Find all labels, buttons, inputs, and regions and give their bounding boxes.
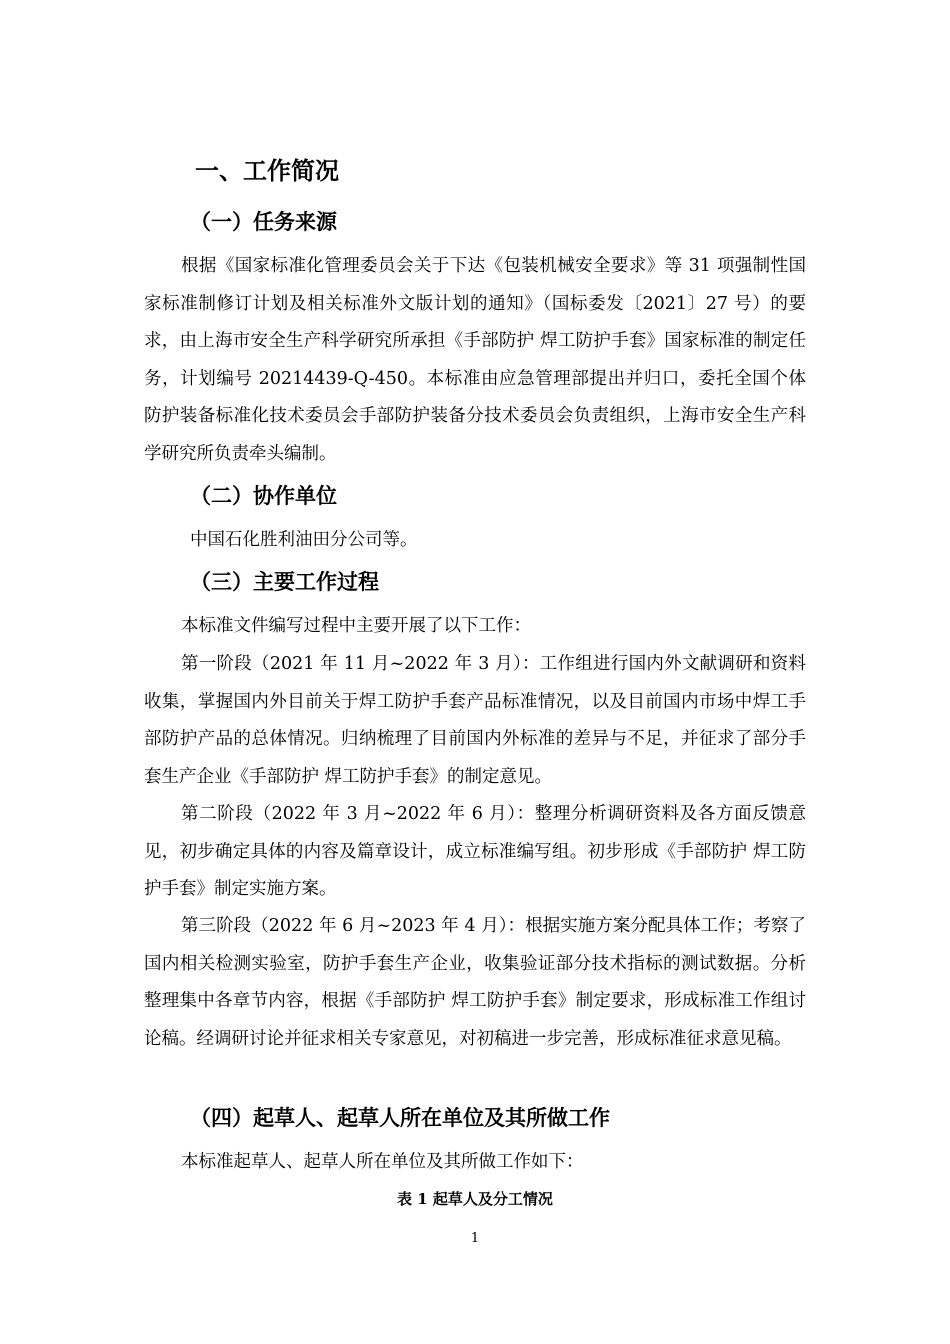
paragraph-task-source: 根据《国家标准化管理委员会关于下达《包装机械安全要求》等 31 项强制性国家标准制修订计划及相关标准外文版计划的通知》（国标委发〔2021〕27 号）的要求，由上海市安全生产科学研究所承担《手部防护 焊工防护手套》国家标准的制定任务，计划编号 20214439-Q-450。本标准由应急管理部提出并归口，委托全国个体防护装备标准化技术委员会手部防护装备分技术委员会负责组织，上海市安全生产科学研究所负责牵头编制。 [144,256,806,464]
subsection-title-work-process: （三）主要工作过程 [190,570,379,594]
paragraph-stage-3: 第三阶段（2022 年 6 月~2023 年 4 月）：根据实施方案分配具体工作；考察了国内相关检测实验室，防护手套生产企业，收集验证部分技术指标的测试数据。分析整理集中各章节内容，根据《手部防护 焊工防护手套》制定要求，形成标准工作组讨论稿。经调研讨论并征求相关专家意见，对初稿进一步完善，形成标准征求意见稿。 [144,916,806,1049]
section-heading-main: 一、工作简况 [195,157,339,185]
paragraph-cooperating-units: 中国石化胜利油田分公司等。 [190,530,418,550]
paragraph-work-process-intro: 本标准文件编写过程中主要开展了以下工作： [181,616,531,636]
paragraph-stage-2: 第二阶段（2022 年 3 月~2022 年 6 月）：整理分析调研资料及各方面反馈意见，初步确定具体的内容及篇章设计，成立标准编写组。初步形成《手部防护 焊工防护手套》制定实施方案。 [144,804,806,900]
paragraph-stage-1: 第一阶段（2021 年 11 月~2022 年 3 月）：工作组进行国内外文献调研和资料收集，掌握国内外目前关于焊工防护手套产品标准情况，以及目前国内市场中焊工手部防护产品的总体情况。归纳梳理了目前国内外标准的差异与不足，并征求了部分手套生产企业《手部防护 焊工防护手套》的制定意见。 [144,654,806,787]
subsection-title-cooperating-units: （二）协作单位 [190,484,337,508]
subsection-title-task-source: （一）任务来源 [190,210,337,234]
page-number: 1 [470,1231,480,1246]
paragraph-drafters-intro: 本标准起草人、起草人所在单位及其所做工作如下： [181,1152,584,1172]
subsection-title-drafters: （四）起草人、起草人所在单位及其所做工作 [190,1106,610,1130]
table-caption: 表 1 起草人及分工情况 [397,1190,553,1208]
